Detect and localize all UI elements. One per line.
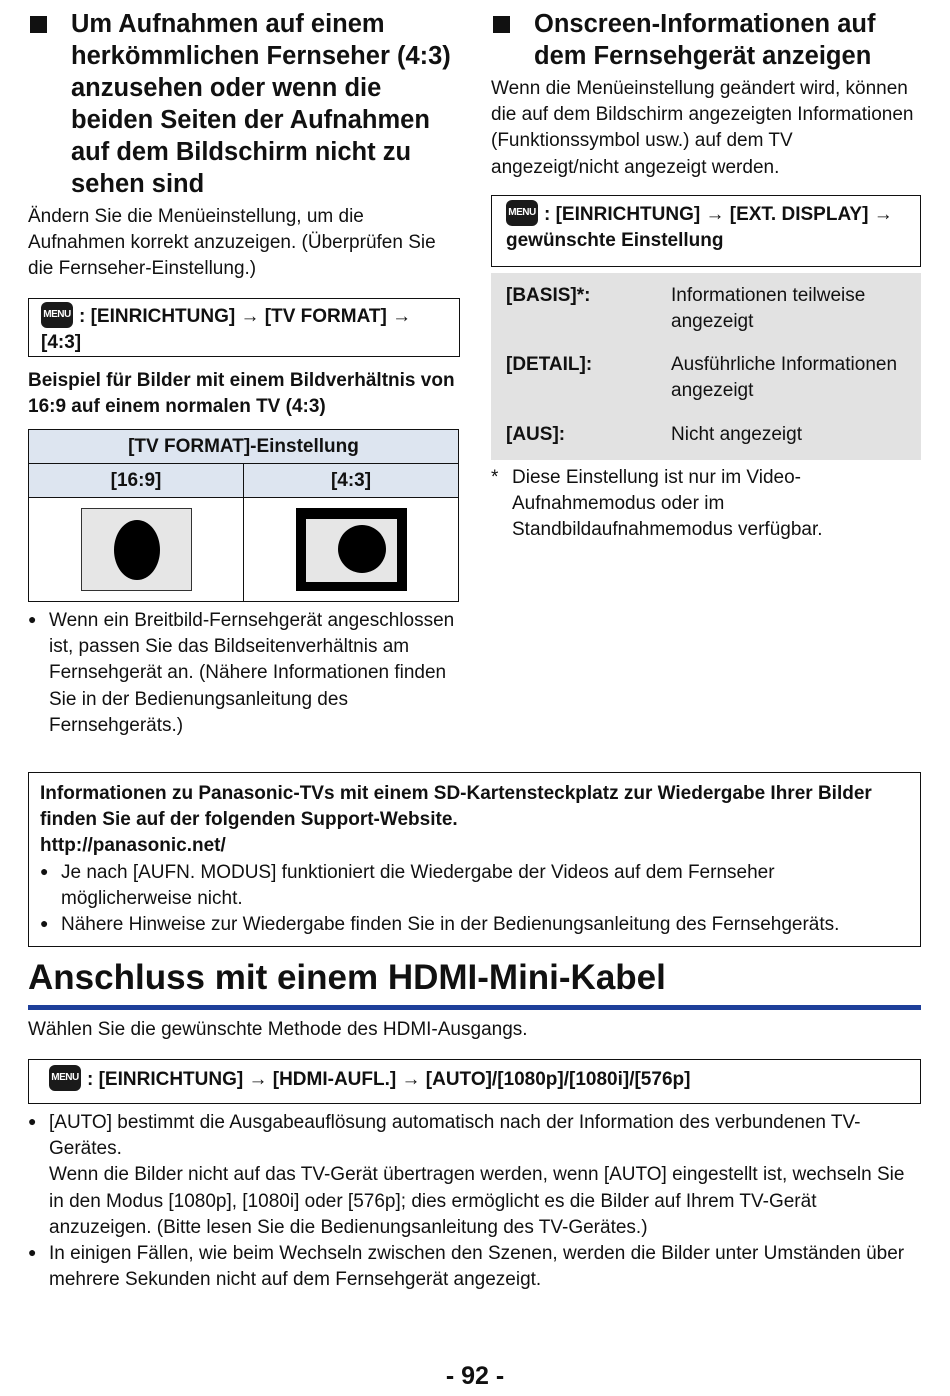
- left-column: [28, 8, 460, 739]
- menu-path-text: : [EINRICHTUNG] → [TV FORMAT] → [4:3]: [41, 305, 412, 353]
- list-item: [28, 1110, 921, 1241]
- tv-format-table: [28, 429, 459, 602]
- intro-text: Ändern Sie die Menüeinstellung, um die Aufnahmen korrekt anzuzeigen. (Überprüfen Sie die Fernseher-Einstellung.): [28, 206, 436, 280]
- title-rule: [28, 1005, 921, 1010]
- example-caption: Beispiel für Bilder mit einem Bildverhältnis von 16:9 auf einem normalen TV (4:3): [28, 369, 455, 417]
- bullet-text: Wenn ein Breitbild-Fernsehgerät angeschlossen ist, passen Sie das Bildseitenverhältnis am Fernsehgerät an. (Nähere Informationen finden Sie in der Bedienungsanleitung des Fernsehgeräts.): [49, 610, 455, 736]
- option-row-detail: [506, 352, 906, 404]
- heading-text: Onscreen-Informationen auf dem Fernsehgerät anzeigen: [534, 10, 876, 70]
- bullet-icon: [40, 860, 61, 912]
- list-item: [28, 1241, 921, 1293]
- option-value: Nicht angezeigt: [671, 423, 802, 445]
- list-item: [28, 608, 460, 739]
- menu-icon: MENU: [506, 200, 538, 226]
- menu-path-text: : [EINRICHTUNG] → [EXT. DISPLAY] → gewünschte Einstellung: [506, 203, 893, 251]
- page-number: - 92 -: [445, 1362, 505, 1390]
- bullet-icon: [28, 1241, 49, 1293]
- panasonic-info-box: [28, 772, 921, 947]
- right-column: [491, 8, 921, 543]
- option-row-aus: [506, 422, 906, 448]
- option-row-basis: [506, 283, 906, 335]
- option-value: Informationen teilweise angezeigt: [671, 284, 866, 333]
- option-key: [AUS]:: [506, 423, 566, 445]
- menu-path-box: [28, 298, 460, 357]
- section-heading-onscreen: [491, 8, 921, 72]
- list-item: [40, 860, 909, 912]
- table-header: [TV FORMAT]-Einstellung: [29, 430, 459, 464]
- support-link[interactable]: http://panasonic.net/: [40, 835, 226, 857]
- menu-path-text: : [EINRICHTUNG] → [HDMI-AUFL.] → [AUTO]/[1080p]/[1080i]/[576p]: [87, 1069, 691, 1091]
- menu-path-box: [28, 1059, 921, 1104]
- letterbox-tv-illustration: [296, 508, 407, 591]
- option-value: Ausführliche Informationen angezeigt: [671, 354, 898, 402]
- option-key: [DETAIL]:: [506, 354, 593, 376]
- bullet-text: In einigen Fällen, wie beim Wechseln zwischen den Szenen, werden die Bilder unter Umständen über mehrere Sekunden nicht auf dem Fernsehgerät angezeigt.: [49, 1243, 905, 1291]
- footnote: [491, 465, 921, 544]
- bullet-text-part: Wenn die Bilder nicht auf das TV-Gerät übertragen werden, wenn [AUTO] eingestellt ist, wechseln Sie in den Modus [1080p], [1080i] oder [576p]; dies ermöglicht es die Bilder auf Ihrem TV-Gerät anzuzeigen. (Bitte lesen Sie die Bedienungsanleitung des TV-Gerätes.): [49, 1164, 905, 1238]
- footnote-mark: *: [491, 466, 499, 488]
- square-bullet-icon: [493, 16, 510, 33]
- footnote-text: Diese Einstellung ist nur im Video-Aufnahmemodus oder im Standbildaufnahmemodus verfügbar.: [512, 466, 823, 541]
- bullet-icon: [28, 608, 49, 739]
- widescreen-tv-illustration: [81, 508, 192, 591]
- bullet-text: Nähere Hinweise zur Wiedergabe finden Sie in der Bedienungsanleitung des Fernsehgeräts.: [61, 914, 840, 936]
- bullet-text-part: [AUTO] bestimmt die Ausgabeauflösung automatisch nach der Information des verbundenen TV-Gerätes.: [49, 1112, 861, 1160]
- option-key: [BASIS]*:: [506, 284, 591, 306]
- table-cell-16-9-image: [29, 498, 244, 602]
- bullet-text: [49, 1110, 921, 1241]
- list-item: [40, 912, 909, 938]
- menu-icon: MENU: [49, 1065, 81, 1091]
- bullet-icon: [40, 912, 61, 938]
- heading-text: Um Aufnahmen auf einem herkömmlichen Fernseher (4:3) anzusehen oder wenn die beiden Seiten der Aufnahmen auf dem Bildschirm nicht zu sehen sind: [71, 10, 451, 198]
- options-box: [491, 273, 921, 460]
- hdmi-intro: Wählen Sie die gewünschte Methode des HDMI-Ausgangs.: [28, 1019, 528, 1040]
- menu-path-box: [491, 195, 921, 267]
- square-bullet-icon: [30, 16, 47, 33]
- info-bold-text: Informationen zu Panasonic-TVs mit einem SD-Kartensteckplatz zur Wiedergabe Ihrer Bilder finden Sie auf der folgenden Support-Website.: [40, 783, 872, 831]
- table-col-4-3: [4:3]: [244, 464, 459, 498]
- intro-text: Wenn die Menüeinstellung geändert wird, können die auf dem Bildschirm angezeigten Informationen (Funktionssymbol usw.) auf dem TV angezeigt/nicht angezeigt werden.: [491, 78, 914, 178]
- table-col-16-9: [16:9]: [29, 464, 244, 498]
- table-cell-4-3-image: [244, 498, 459, 602]
- section-heading-tv-format: [28, 8, 460, 200]
- hdmi-bullets: [28, 1110, 921, 1293]
- page-title: Anschluss mit einem HDMI-Mini-Kabel: [28, 958, 666, 997]
- bullet-text: Je nach [AUFN. MODUS] funktioniert die Wiedergabe der Videos auf dem Fernseher möglicherweise nicht.: [61, 861, 775, 909]
- bullet-icon: [28, 1110, 49, 1241]
- menu-icon: MENU: [41, 302, 73, 328]
